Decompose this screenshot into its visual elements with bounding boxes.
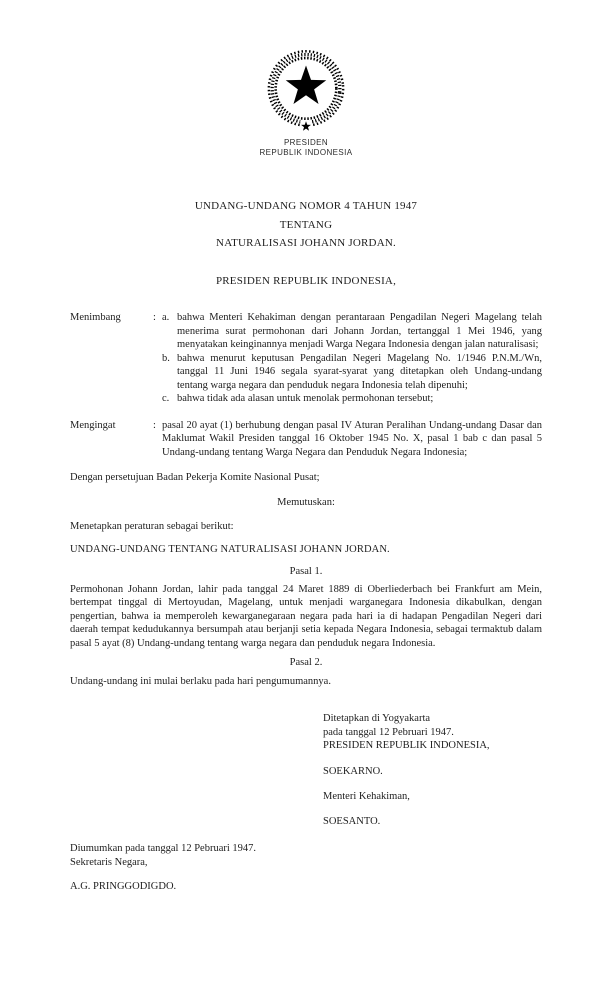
item-text: bahwa tidak ada alasan untuk menolak permohonan tersebut; xyxy=(177,393,434,404)
title-line-tentang: TENTANG xyxy=(279,218,333,231)
letterhead-presiden: PRESIDEN xyxy=(283,138,329,147)
item-marker: b. xyxy=(162,352,170,364)
star-wreath-emblem-icon xyxy=(265,49,347,136)
pasal-2-body: Undang-undang ini mulai berlaku pada hari pengumumannya. xyxy=(70,675,331,687)
title-line-number: UNDANG-UNDANG NOMOR 4 TAHUN 1947 xyxy=(194,200,418,212)
item-text: bahwa menurut keputusan Pengadilan Negeri Magelang No. 1/1946 P.N.M./Wn, tanggal 11 Juni 1946 segala syarat-syarat yang ditetapkan oleh Undang-undang tentang warga negara dan penduduk negara Indonesia telah dipenuhi; xyxy=(177,352,542,391)
secretary-name: A.G. PRINGGODIGDO. xyxy=(70,881,177,892)
menimbang-colon: : xyxy=(153,312,156,323)
minister-office: Menteri Kehakiman, xyxy=(323,791,410,802)
document-title xyxy=(70,197,542,253)
secretary-office: Sekretaris Negara, xyxy=(70,856,148,868)
menimbang-item-a xyxy=(162,311,542,352)
announcement-date: Diumumkan pada tanggal 12 Pebruari 1947. xyxy=(70,843,257,854)
mengingat-colon: : xyxy=(153,419,156,431)
minister-name: SOESANTO. xyxy=(323,815,381,827)
menimbang-section xyxy=(70,311,542,406)
signature-office: PRESIDEN REPUBLIK INDONESIA, xyxy=(323,740,490,751)
announcement-block xyxy=(70,842,542,894)
menetapkan-line: Menetapkan peraturan sebagai berikut: xyxy=(70,521,234,532)
agreement-line: Dengan persetujuan Badan Pekerja Komite Nasional Pusat; xyxy=(70,472,320,483)
opening-line: PRESIDEN REPUBLIK INDONESIA, xyxy=(215,274,397,287)
pasal-1-heading: Pasal 1. xyxy=(289,566,323,577)
mengingat-label: Mengingat xyxy=(70,419,116,431)
mengingat-text: pasal 20 ayat (1) berhubung dengan pasal IV Aturan Peralihan Undang-undang Dasar dan Maklumat Wakil Presiden tanggal 16 Oktober 1945 No. X, pasal 1 bab c dan pasal 5 Undang-undang tentang Warga Negara dan Penduduk Negara Indonesia; xyxy=(162,419,542,458)
item-text: bahwa Menteri Kehakiman dengan perantaraan Pengadilan Negeri Magelang telah menerima surat permohonan dari Johann Jordan, tertanggal 1 Mei 1946, yang menyatakan keinginannya menjadi Warga Negara Indonesia dengan jalan naturalisasi; xyxy=(177,312,542,350)
pasal-1-body: Permohonan Johann Jordan, lahir pada tanggal 24 Maret 1889 di Oberliederbach bei Frankfurt am Mein, bertempat tinggal di Mertoyudan, Magelang, untuk menjadi warganegara Indonesia dikabulkan, dengan pengertian, bahwa ia memperoleh kewarganegaraan negara pada hari ia di hadapan Pengadilan Negeri dari daerah tempat kedudukannya bersumpah atau berjanji setia kepada Negara Indonesia, sebagai termaktub dalam pasal 5 ayat (8) Undang-undang tentang warga negara dan penduduk negara Indonesia. xyxy=(70,583,542,649)
item-marker: a. xyxy=(162,312,170,323)
item-marker: c. xyxy=(162,393,170,404)
letterhead xyxy=(70,0,542,157)
signatory-name: SOEKARNO. xyxy=(323,765,383,777)
menimbang-item-b xyxy=(162,352,542,393)
menimbang-label: Menimbang xyxy=(70,312,121,323)
signature-block xyxy=(323,712,542,828)
letterhead-republik-indonesia: REPUBLIK INDONESIA xyxy=(259,147,353,157)
memutuskan-heading: Memutuskan: xyxy=(277,496,335,508)
signature-date: pada tanggal 12 Pebruari 1947. xyxy=(323,726,454,738)
title-line-subject: NATURALISASI JOHANN JORDAN. xyxy=(216,237,396,249)
mengingat-section xyxy=(70,419,542,460)
menimbang-item-c xyxy=(162,392,542,406)
signature-place: Ditetapkan di Yogyakarta xyxy=(323,713,431,724)
enactment-title: UNDANG-UNDANG TENTANG NATURALISASI JOHANN JORDAN. xyxy=(70,543,390,555)
pasal-2-heading: Pasal 2. xyxy=(289,657,323,668)
